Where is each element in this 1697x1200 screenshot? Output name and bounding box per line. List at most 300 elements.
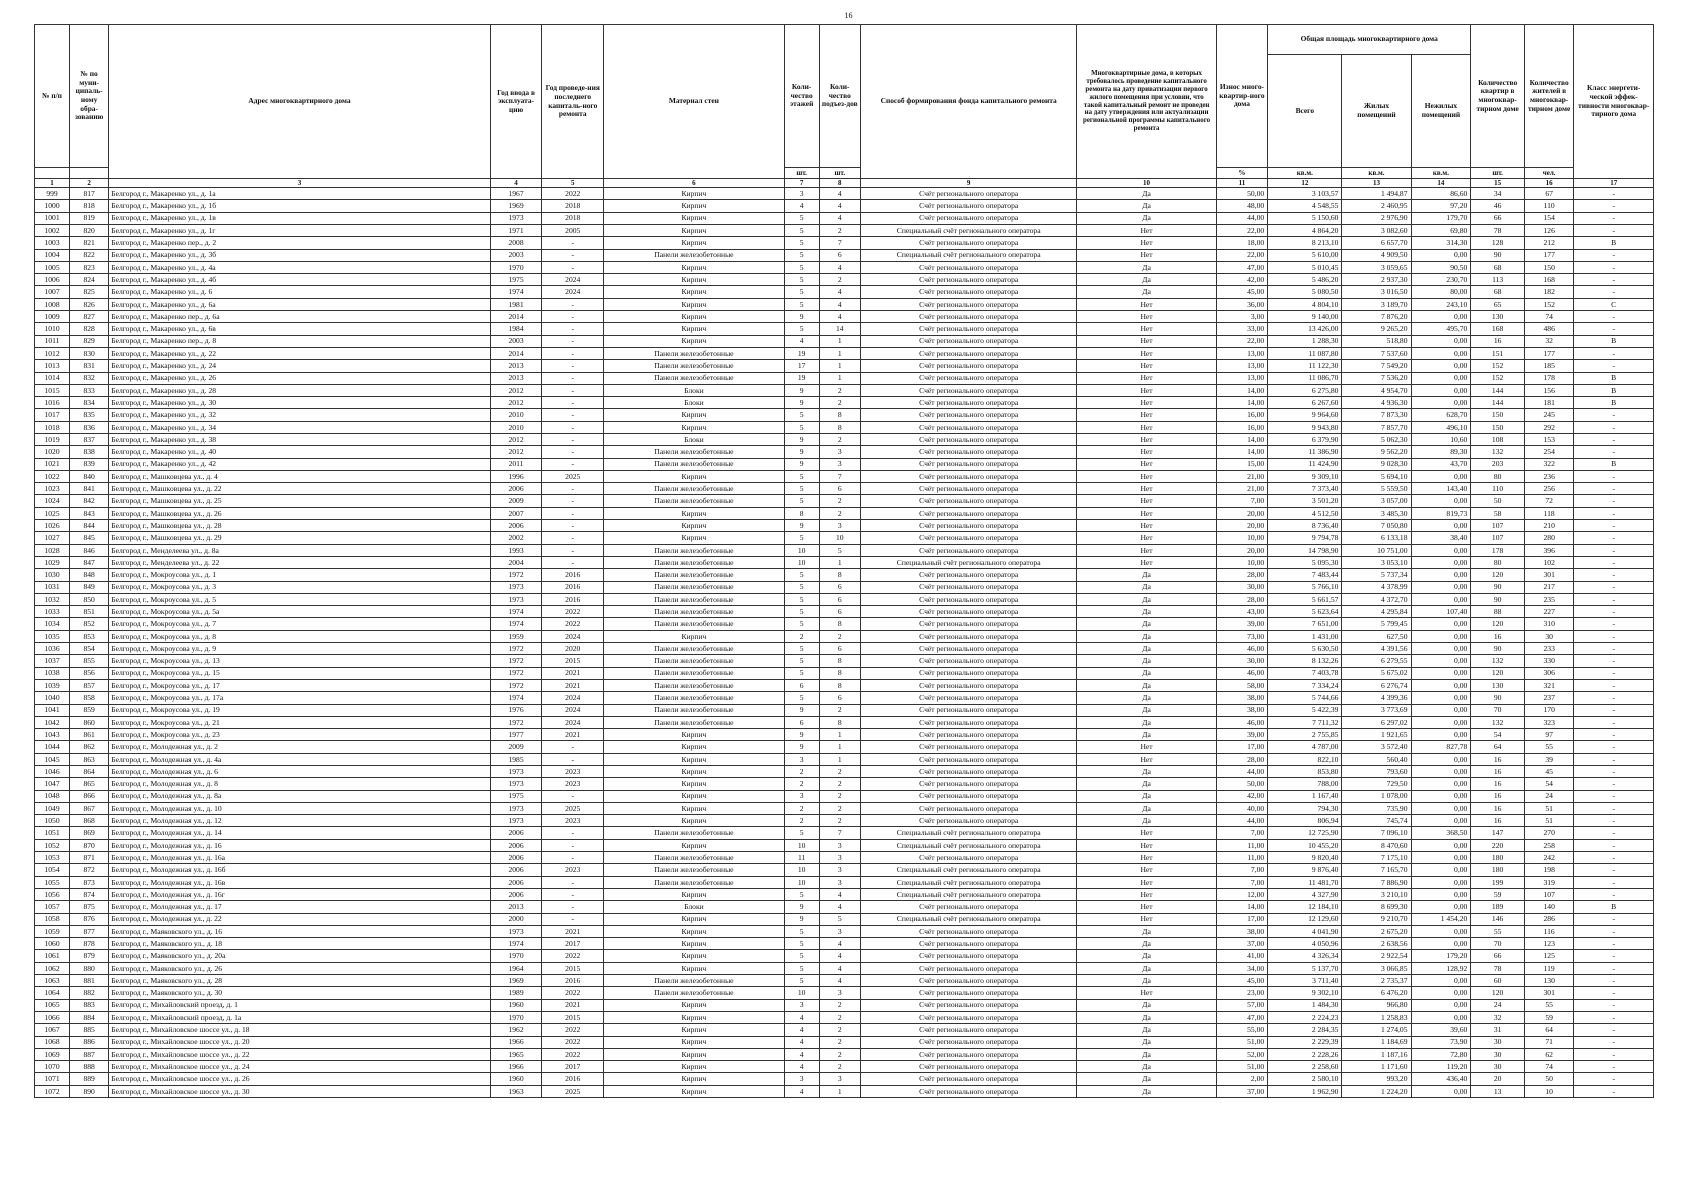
table-cell: Счёт регионального оператора — [860, 532, 1077, 544]
table-cell: 1018 — [35, 421, 70, 433]
table-cell: 3,00 — [1216, 311, 1268, 323]
table-cell: - — [1574, 1024, 1654, 1036]
table-cell: - — [1574, 827, 1654, 839]
table-cell: Белгород г., Мокроусова ул., д. 23 — [109, 729, 491, 741]
table-cell: 1 — [819, 335, 860, 347]
table-cell: 7 373,40 — [1268, 483, 1342, 495]
table-cell: Да — [1077, 655, 1216, 667]
table-cell: 2 — [819, 815, 860, 827]
table-cell: 7 096,10 — [1342, 827, 1411, 839]
table-cell: Счёт регионального оператора — [860, 458, 1077, 470]
table-cell: 1062 — [35, 962, 70, 974]
table-cell: 839 — [70, 458, 109, 470]
table-row — [35, 544, 1654, 556]
table-cell: 6 657,70 — [1342, 237, 1411, 249]
table-cell: 842 — [70, 495, 109, 507]
table-cell: 10,00 — [1216, 532, 1268, 544]
table-cell: 2023 — [542, 864, 604, 876]
table-cell: 2 — [819, 999, 860, 1011]
table-cell: - — [542, 827, 604, 839]
table-cell: 2006 — [490, 483, 542, 495]
table-cell: - — [542, 507, 604, 519]
col-number: 12 — [1268, 179, 1342, 188]
table-cell: Нет — [1077, 520, 1216, 532]
table-cell: 0,00 — [1411, 593, 1471, 605]
table-cell: - — [542, 323, 604, 335]
table-cell: - — [542, 888, 604, 900]
col-number: 1 — [35, 179, 70, 188]
table-cell: 2016 — [542, 975, 604, 987]
table-cell: 1971 — [490, 224, 542, 236]
table-cell: 5 737,34 — [1342, 569, 1411, 581]
table-cell: 854 — [70, 643, 109, 655]
table-cell: Специальный счёт регионального оператора — [860, 249, 1077, 261]
table-cell: 10 — [819, 532, 860, 544]
table-cell: Белгород г., Молодежная ул., д. 12 — [109, 815, 491, 827]
table-cell: Панели железобетонные — [604, 458, 784, 470]
table-cell: 57,00 — [1216, 999, 1268, 1011]
table-cell: 5 — [784, 938, 819, 950]
table-cell: 1007 — [35, 286, 70, 298]
table-cell: Кирпич — [604, 274, 784, 286]
table-cell: Белгород г., Макаренко ул., д. 4б — [109, 274, 491, 286]
table-cell: 2004 — [490, 556, 542, 568]
table-cell: Да — [1077, 1048, 1216, 1060]
table-row — [35, 249, 1654, 261]
table-cell: 9 210,70 — [1342, 913, 1411, 925]
table-cell: 1975 — [490, 790, 542, 802]
table-cell: 74 — [1524, 311, 1573, 323]
table-cell: 10 — [784, 987, 819, 999]
table-cell: 1972 — [490, 716, 542, 728]
table-cell: 113 — [1471, 274, 1525, 286]
table-cell: 729,50 — [1342, 778, 1411, 790]
table-row — [35, 975, 1654, 987]
table-cell: 120 — [1471, 987, 1525, 999]
table-cell: 28,00 — [1216, 569, 1268, 581]
table-cell: 874 — [70, 888, 109, 900]
table-cell: Блоки — [604, 384, 784, 396]
table-cell: 1981 — [490, 298, 542, 310]
table-cell: 1 258,83 — [1342, 1011, 1411, 1023]
table-cell: Белгород г., Молодежная ул., д. 4а — [109, 753, 491, 765]
table-cell: 0,00 — [1411, 643, 1471, 655]
table-cell: Белгород г., Мокроусова ул., д. 15 — [109, 667, 491, 679]
col-number: 4 — [490, 179, 542, 188]
table-cell: 1964 — [490, 962, 542, 974]
table-cell: 10 — [1524, 1085, 1573, 1097]
table-cell: Белгород г., Макаренко пер., д. 2 — [109, 237, 491, 249]
table-cell: 126 — [1524, 224, 1573, 236]
table-cell: 1001 — [35, 212, 70, 224]
table-cell: Панели железобетонные — [604, 876, 784, 888]
page-number: 16 — [844, 11, 853, 20]
unit-cell: шт. — [819, 168, 860, 179]
table-cell: 0,00 — [1411, 802, 1471, 814]
table-cell: 1972 — [490, 569, 542, 581]
table-cell: Счёт регионального оператора — [860, 1011, 1077, 1023]
table-cell: Да — [1077, 925, 1216, 937]
table-cell: Счёт регионального оператора — [860, 483, 1077, 495]
table-cell: 34 — [1471, 188, 1525, 200]
table-cell: 0,00 — [1411, 470, 1471, 482]
table-cell: 1973 — [490, 815, 542, 827]
table-cell: - — [1574, 815, 1654, 827]
table-cell: - — [1574, 938, 1654, 950]
table-cell: 68 — [1471, 286, 1525, 298]
table-cell: Нет — [1077, 507, 1216, 519]
table-cell: 5 — [784, 237, 819, 249]
table-cell: 128 — [1471, 237, 1525, 249]
table-cell: - — [542, 421, 604, 433]
table-cell: - — [1574, 790, 1654, 802]
table-cell: 46,00 — [1216, 716, 1268, 728]
table-cell: 875 — [70, 901, 109, 913]
table-cell: Кирпич — [604, 323, 784, 335]
table-cell: Белгород г., Михайловское шоссе ул., д. 26 — [109, 1073, 491, 1085]
table-cell: 4 787,00 — [1268, 741, 1342, 753]
table-cell: 4 — [784, 200, 819, 212]
table-cell: 1974 — [490, 286, 542, 298]
table-cell: Да — [1077, 1085, 1216, 1097]
table-cell: Панели железобетонные — [604, 864, 784, 876]
table-cell: 62 — [1524, 1048, 1573, 1060]
table-cell: 1974 — [490, 618, 542, 630]
table-cell: 6 — [819, 249, 860, 261]
table-cell: 51,00 — [1216, 1061, 1268, 1073]
table-cell: Белгород г., Мокроусова ул., д. 5 — [109, 593, 491, 605]
table-cell: Панели железобетонные — [604, 593, 784, 605]
table-cell: 2 — [819, 495, 860, 507]
table-cell: 832 — [70, 372, 109, 384]
table-cell: 36,00 — [1216, 298, 1268, 310]
table-cell: Счёт регионального оператора — [860, 655, 1077, 667]
table-cell: 3 — [784, 790, 819, 802]
table-cell: 1 078,00 — [1342, 790, 1411, 802]
table-row — [35, 409, 1654, 421]
table-cell: 217 — [1524, 581, 1573, 593]
table-cell: 1020 — [35, 446, 70, 458]
table-cell: 822 — [70, 249, 109, 261]
table-cell: 2 — [819, 433, 860, 445]
table-cell: 39,00 — [1216, 729, 1268, 741]
table-cell: 2010 — [490, 421, 542, 433]
table-cell: 1 167,40 — [1268, 790, 1342, 802]
col-header-wear: Износ много-квартир-ного дома — [1216, 25, 1268, 168]
table-cell: 3 — [819, 839, 860, 851]
table-cell: 2006 — [490, 520, 542, 532]
table-row — [35, 999, 1654, 1011]
table-cell: 1034 — [35, 618, 70, 630]
table-cell: 2014 — [490, 311, 542, 323]
table-cell: Белгород г., Михайловское шоссе ул., д. 22 — [109, 1048, 491, 1060]
table-cell: 1966 — [490, 1036, 542, 1048]
table-cell: - — [1574, 925, 1654, 937]
table-cell: 9 — [784, 704, 819, 716]
table-cell: 16 — [1471, 778, 1525, 790]
table-cell: 830 — [70, 347, 109, 359]
table-cell: Белгород г., Молодежная ул., д. 16б — [109, 864, 491, 876]
table-cell: Нет — [1077, 421, 1216, 433]
table-cell: Счёт регионального оператора — [860, 520, 1077, 532]
table-cell: 881 — [70, 975, 109, 987]
table-cell: Счёт регионального оператора — [860, 962, 1077, 974]
table-cell: Кирпич — [604, 261, 784, 273]
table-cell: 0,00 — [1411, 925, 1471, 937]
table-cell: Счёт регионального оператора — [860, 286, 1077, 298]
table-cell: 1973 — [490, 581, 542, 593]
table-cell: 1038 — [35, 667, 70, 679]
table-cell: Кирпич — [604, 1061, 784, 1073]
table-cell: - — [1574, 593, 1654, 605]
table-cell: 13 426,00 — [1268, 323, 1342, 335]
table-cell: Счёт регионального оператора — [860, 360, 1077, 372]
table-cell: 90 — [1471, 692, 1525, 704]
table-cell: 4 — [819, 188, 860, 200]
table-cell: 120 — [1471, 618, 1525, 630]
table-cell: 1061 — [35, 950, 70, 962]
table-cell: Блоки — [604, 397, 784, 409]
table-cell: 1065 — [35, 999, 70, 1011]
table-cell: Нет — [1077, 446, 1216, 458]
table-cell: 4 909,50 — [1342, 249, 1411, 261]
table-cell: 9 — [784, 520, 819, 532]
table-cell: 6 133,18 — [1342, 532, 1411, 544]
table-cell: 2015 — [542, 655, 604, 667]
table-cell: 16,00 — [1216, 421, 1268, 433]
table-cell: 2006 — [490, 864, 542, 876]
table-cell: Специальный счёт регионального оператора — [860, 224, 1077, 236]
table-cell: Счёт регионального оператора — [860, 261, 1077, 273]
table-cell: 5 — [784, 667, 819, 679]
table-cell: Да — [1077, 667, 1216, 679]
table-cell: 1972 — [490, 643, 542, 655]
table-cell: 745,74 — [1342, 815, 1411, 827]
table-cell: Счёт регионального оператора — [860, 421, 1077, 433]
table-cell: 3 — [819, 852, 860, 864]
table-cell: 6 — [819, 606, 860, 618]
table-cell: 321 — [1524, 679, 1573, 691]
col-number: 7 — [784, 179, 819, 188]
table-cell: 518,80 — [1342, 335, 1411, 347]
table-cell: 882 — [70, 987, 109, 999]
table-cell: B — [1574, 458, 1654, 470]
table-cell: 74 — [1524, 1061, 1573, 1073]
table-row — [35, 790, 1654, 802]
table-cell: 65 — [1471, 298, 1525, 310]
table-cell: 2018 — [542, 212, 604, 224]
table-cell: 0,00 — [1411, 729, 1471, 741]
table-cell: 30 — [1524, 630, 1573, 642]
col-number: 15 — [1471, 179, 1525, 188]
table-cell: Белгород г., Михайловское шоссе ул., д. 18 — [109, 1024, 491, 1036]
table-cell: 11 087,80 — [1268, 347, 1342, 359]
table-cell: - — [1574, 433, 1654, 445]
table-cell: Кирпич — [604, 224, 784, 236]
table-cell: 24 — [1471, 999, 1525, 1011]
table-cell: Кирпич — [604, 507, 784, 519]
table-row — [35, 962, 1654, 974]
table-cell: 865 — [70, 778, 109, 790]
table-cell: 59 — [1524, 1011, 1573, 1023]
table-row — [35, 1061, 1654, 1073]
table-cell: 180 — [1471, 852, 1525, 864]
table-cell: 2024 — [542, 704, 604, 716]
table-cell: 220 — [1471, 839, 1525, 851]
table-cell: 330 — [1524, 655, 1573, 667]
table-cell: 107,40 — [1411, 606, 1471, 618]
table-row — [35, 950, 1654, 962]
table-cell: Белгород г., Макаренко ул., д. 28 — [109, 384, 491, 396]
col-number: 14 — [1411, 179, 1471, 188]
table-cell: 3 — [819, 458, 860, 470]
table-cell: Панели железобетонные — [604, 852, 784, 864]
table-cell: Белгород г., Менделеева ул., д. 22 — [109, 556, 491, 568]
table-cell: 7 711,32 — [1268, 716, 1342, 728]
table-cell: 130 — [1471, 679, 1525, 691]
table-cell: 1962 — [490, 1024, 542, 1036]
table-cell: 12 725,90 — [1268, 827, 1342, 839]
table-cell: 1059 — [35, 925, 70, 937]
table-cell: 873 — [70, 876, 109, 888]
table-cell: 1024 — [35, 495, 70, 507]
table-cell: Кирпич — [604, 888, 784, 900]
table-cell: 849 — [70, 581, 109, 593]
table-cell: - — [542, 556, 604, 568]
table-cell: Белгород г., Мокроусова ул., д. 19 — [109, 704, 491, 716]
table-cell: 1 431,00 — [1268, 630, 1342, 642]
table-cell: 1 187,16 — [1342, 1048, 1411, 1060]
table-cell: - — [1574, 802, 1654, 814]
table-cell: 5 744,66 — [1268, 692, 1342, 704]
table-cell: 90 — [1471, 581, 1525, 593]
table-cell: 1 184,69 — [1342, 1036, 1411, 1048]
table-cell: 52,00 — [1216, 1048, 1268, 1060]
table-cell: 2018 — [542, 200, 604, 212]
table-cell: 1002 — [35, 224, 70, 236]
table-cell: 3 711,40 — [1268, 975, 1342, 987]
table-cell: 1044 — [35, 741, 70, 753]
table-cell: 2 — [819, 778, 860, 790]
table-cell: Кирпич — [604, 520, 784, 532]
table-cell: Белгород г., Машковцева ул., д. 26 — [109, 507, 491, 519]
table-cell: Кирпич — [604, 790, 784, 802]
table-cell: Счёт регионального оператора — [860, 643, 1077, 655]
table-cell: 1960 — [490, 999, 542, 1011]
table-cell: 4 512,50 — [1268, 507, 1342, 519]
table-cell: 51 — [1524, 802, 1573, 814]
table-cell: 862 — [70, 741, 109, 753]
table-cell: - — [1574, 975, 1654, 987]
table-cell: 16 — [1471, 815, 1525, 827]
table-cell: Белгород г., Михайловский проезд, д. 1 — [109, 999, 491, 1011]
table-cell: Нет — [1077, 827, 1216, 839]
table-cell: - — [542, 790, 604, 802]
table-cell: 181 — [1524, 397, 1573, 409]
table-cell: 855 — [70, 655, 109, 667]
table-cell: - — [1574, 544, 1654, 556]
table-cell: 5 — [784, 655, 819, 667]
table-cell: 1 — [819, 741, 860, 753]
table-cell: Панели железобетонные — [604, 975, 784, 987]
table-cell: 5 — [784, 224, 819, 236]
table-cell: 8 — [784, 507, 819, 519]
table-cell: 5 — [784, 975, 819, 987]
table-cell: 1973 — [490, 802, 542, 814]
table-cell: 4 — [819, 212, 860, 224]
table-cell: Нет — [1077, 347, 1216, 359]
table-cell: 2022 — [542, 1024, 604, 1036]
table-cell: 848 — [70, 569, 109, 581]
table-cell: Да — [1077, 643, 1216, 655]
table-cell: Нет — [1077, 852, 1216, 864]
table-cell: 0,00 — [1411, 753, 1471, 765]
table-cell: Да — [1077, 716, 1216, 728]
table-cell: 4 — [819, 311, 860, 323]
table-row — [35, 298, 1654, 310]
table-cell: Нет — [1077, 360, 1216, 372]
table-cell: 4 — [819, 286, 860, 298]
table-cell: 1973 — [490, 593, 542, 605]
table-cell: Счёт регионального оператора — [860, 630, 1077, 642]
table-cell: 19 — [784, 347, 819, 359]
table-cell: 3 082,60 — [1342, 224, 1411, 236]
table-cell: Белгород г., Макаренко пер., д. 8 — [109, 335, 491, 347]
table-cell: 1055 — [35, 876, 70, 888]
table-cell: 2 — [819, 1048, 860, 1060]
table-cell: 1974 — [490, 692, 542, 704]
table-cell: - — [1574, 360, 1654, 372]
table-cell: 1006 — [35, 274, 70, 286]
table-cell: 885 — [70, 1024, 109, 1036]
table-cell: Нет — [1077, 901, 1216, 913]
col-number: 13 — [1342, 179, 1411, 188]
table-cell: 2 284,35 — [1268, 1024, 1342, 1036]
table-cell: 170 — [1524, 704, 1573, 716]
table-row — [35, 569, 1654, 581]
table-cell: 890 — [70, 1085, 109, 1097]
table-cell: Кирпич — [604, 470, 784, 482]
table-cell: 1 921,65 — [1342, 729, 1411, 741]
table-cell: Белгород г., Молодежная ул., д. 8а — [109, 790, 491, 802]
table-cell: 8 — [819, 655, 860, 667]
table-cell: 168 — [1524, 274, 1573, 286]
table-cell: 44,00 — [1216, 212, 1268, 224]
table-cell: 1068 — [35, 1036, 70, 1048]
table-cell: Белгород г., Молодежная ул., д. 2 — [109, 741, 491, 753]
table-cell: 368,50 — [1411, 827, 1471, 839]
table-cell: 3 — [819, 925, 860, 937]
table-cell: - — [1574, 630, 1654, 642]
table-cell: Счёт регионального оператора — [860, 1073, 1077, 1085]
col-header-area-nonliving: Нежилых помещений — [1411, 55, 1471, 168]
table-cell: - — [1574, 962, 1654, 974]
col-number: 17 — [1574, 179, 1654, 188]
table-cell: 3 — [784, 188, 819, 200]
table-row — [35, 655, 1654, 667]
table-cell: 118 — [1524, 507, 1573, 519]
table-cell: 5 — [784, 495, 819, 507]
table-cell: 1043 — [35, 729, 70, 741]
table-cell: 8 470,60 — [1342, 839, 1411, 851]
table-cell: Счёт регионального оператора — [860, 495, 1077, 507]
table-cell: 844 — [70, 520, 109, 532]
table-cell: Счёт регионального оператора — [860, 311, 1077, 323]
table-cell: 1051 — [35, 827, 70, 839]
table-cell: Белгород г., Макаренко ул., д. 1а — [109, 188, 491, 200]
table-cell: 2 — [819, 802, 860, 814]
table-cell: 1069 — [35, 1048, 70, 1060]
